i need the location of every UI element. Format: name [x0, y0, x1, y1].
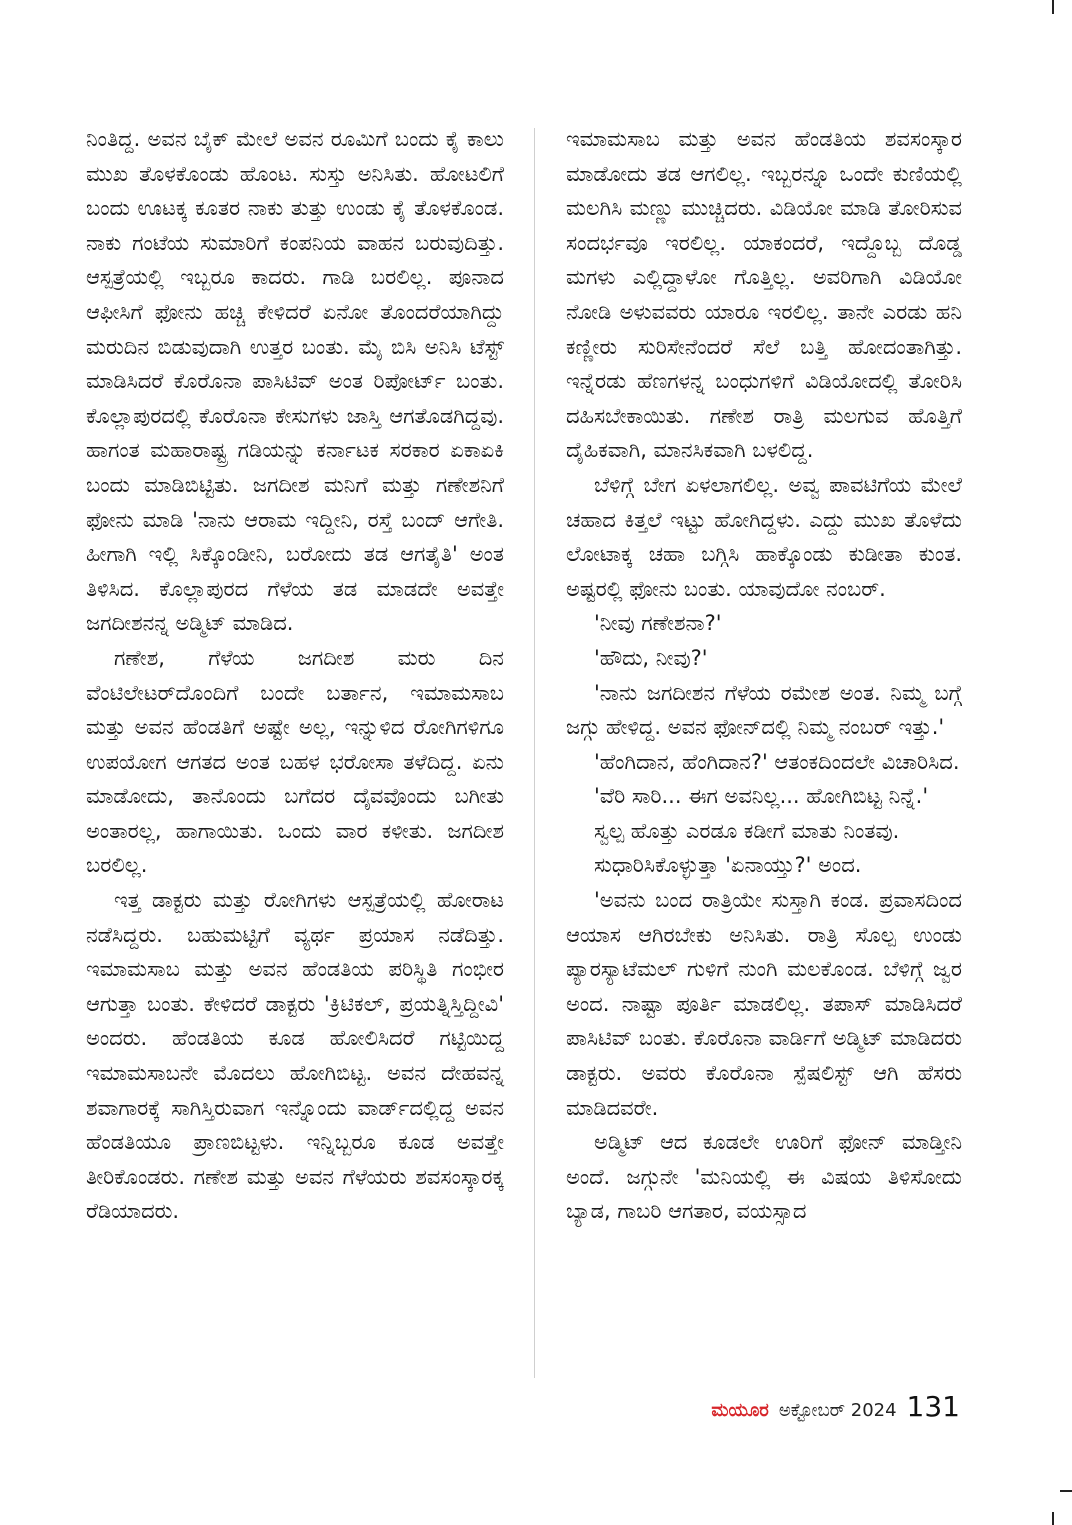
- left-column: [86, 122, 504, 1229]
- page-footer: [711, 1390, 960, 1423]
- paragraph: 'ನಾನು ಜಗದೀಶನ ಗೆಳೆಯ ರಮೇಶ ಅಂತ. ನಿಮ್ಮ ಬಗ್ಗೆ ಜಗ್ಗು ಹೇಳಿದ್ದ. ಅವನ ಫೋನ್‌ದಲ್ಲಿ ನಿಮ್ಮ ನಂಬರ್ ಇತ್ತು.': [566, 680, 962, 740]
- magazine-name: ಮಯೂರ: [711, 1400, 769, 1421]
- crop-mark-right: [1060, 1490, 1072, 1492]
- right-column: [566, 122, 962, 1229]
- paragraph: 'ಹೌದು, ನೀವು?': [594, 645, 708, 670]
- paragraph: 'ಅವನು ಬಂದ ರಾತ್ರಿಯೇ ಸುಸ್ತಾಗಿ ಕಂಡ. ಪ್ರವಾಸದಿಂದ ಆಯಾಸ ಆಗಿರಬೇಕು ಅನಿಸಿತು. ರಾತ್ರಿ ಸೊಲ್ಪ ಉಂಡು ಪ್ಯಾರಸ್ಯಾಟೆಮಲ್ ಗುಳಿಗೆ ನುಂಗಿ ಮಲಕೊಂಡ. ಬೆಳಿಗ್ಗೆ ಜ್ವರ ಅಂದ. ನಾಷ್ಟಾ ಪೂರ್ತಿ ಮಾಡಲಿಲ್ಲ. ತಪಾಸ್ ಮಾಡಿಸಿದರೆ ಪಾಸಿಟಿವ್ ಬಂತು. ಕೊರೊನಾ ವಾರ್ಡಿಗೆ ಅಡ್ಮಿಟ್ ಮಾಡಿದರು ಡಾಕ್ಟರು. ಅವರು ಕೊರೊನಾ ಸ್ಪೆಷಲಿಸ್ಟ್ ಆಗಿ ಹೆಸರು ಮಾಡಿದವರೇ.: [566, 888, 962, 1120]
- column-divider: [534, 128, 535, 1378]
- paragraph: ಅಡ್ಮಿಟ್ ಆದ ಕೂಡಲೇ ಊರಿಗೆ ಫೋನ್ ಮಾಡ್ತೀನಿ ಅಂದೆ. ಜಗ್ಗುನೇ 'ಮನಿಯಲ್ಲಿ ಈ ವಿಷಯ ತಿಳಿಸೋದು ಬ್ಯಾಡ, ಗಾಬರಿ ಆಗತಾರ, ವಯಸ್ಸಾದ: [566, 1130, 962, 1224]
- issue-date: ಅಕ್ಟೋಬರ್ 2024: [778, 1400, 897, 1421]
- crop-mark-bottom: [1052, 1512, 1054, 1525]
- paragraph: 'ನೀವು ಗಣೇಶನಾ?': [594, 611, 722, 636]
- page-number: 131: [906, 1390, 960, 1423]
- paragraph: ಇತ್ತ ಡಾಕ್ಟರು ಮತ್ತು ರೋಗಿಗಳು ಆಸ್ಪತ್ರೆಯಲ್ಲಿ ಹೋರಾಟ ನಡೆಸಿದ್ದರು. ಬಹುಮಟ್ಟಿಗೆ ವ್ಯರ್ಥ ಪ್ರಯಾಸ ನಡೆದಿತ್ತು. ಇಮಾಮಸಾಬ ಮತ್ತು ಅವನ ಹೆಂಡತಿಯ ಪರಿಸ್ಥಿತಿ ಗಂಭೀರ ಆಗುತ್ತಾ ಬಂತು. ಕೇಳಿದರೆ ಡಾಕ್ಟರು 'ಕ್ರಿಟಿಕಲ್, ಪ್ರಯತ್ನಿಸ್ತಿದ್ದೀವಿ' ಅಂದರು. ಹೆಂಡತಿಯ ಕೂಡ ಹೋಲಿಸಿದರೆ ಗಟ್ಟಿಯಿದ್ದ ಇಮಾಮಸಾಬನೇ ಮೊದಲು ಹೋಗಿಬಿಟ್ಟ. ಅವನ ದೇಹವನ್ನ ಶವಾಗಾರಕ್ಕೆ ಸಾಗಿಸ್ತಿರುವಾಗ ಇನ್ನೊಂದು ವಾರ್ಡ್‌ದಲ್ಲಿದ್ದ ಅವನ ಹೆಂಡತಿಯೂ ಪ್ರಾಣಬಿಟ್ಟಳು. ಇನ್ನಿಬ್ಬರೂ ಕೂಡ ಅವತ್ತೇ ತೀರಿಕೊಂಡರು. ಗಣೇಶ ಮತ್ತು ಅವನ ಗೆಳೆಯರು ಶವಸಂಸ್ಕಾರಕ್ಕ ರೆಡಿಯಾದರು.: [86, 888, 504, 1224]
- crop-mark-top: [1052, 0, 1054, 14]
- paragraph: ಗಣೇಶ, ಗೆಳೆಯ ಜಗದೀಶ ಮರು ದಿನ ವೆಂಟಿಲೇಟರ್‌ದೊಂದಿಗೆ ಬಂದೇ ಬರ್ತಾನ, ಇಮಾಮಸಾಬ ಮತ್ತು ಅವನ ಹೆಂಡತಿಗೆ ಅಷ್ಟೇ ಅಲ್ಲ, ಇನ್ನುಳಿದ ರೋಗಿಗಳಿಗೂ ಉಪಯೋಗ ಆಗತದ ಅಂತ ಬಹಳ ಭರೋಸಾ ತಳೆದಿದ್ದ. ಏನು ಮಾಡೋದು, ತಾನೊಂದು ಬಗೆದರ ದೈವವೊಂದು ಬಗೀತು ಅಂತಾರಲ್ಲ, ಹಾಗಾಯಿತು. ಒಂದು ವಾರ ಕಳೀತು. ಜಗದೀಶ ಬರಲಿಲ್ಲ.: [86, 645, 504, 878]
- paragraph: 'ಹೆಂಗಿದಾನ, ಹೆಂಗಿದಾನ?' ಆತಂಕದಿಂದಲೇ ವಿಚಾರಿಸಿದ.: [594, 749, 960, 774]
- paragraph: ಬೆಳಿಗ್ಗೆ ಬೇಗ ಏಳಲಾಗಲಿಲ್ಲ. ಅವ್ವ ಪಾವಟಿಗೆಯ ಮೇಲೆ ಚಹಾದ ಕಿತ್ತಲೆ ಇಟ್ಟು ಹೋಗಿದ್ದಳು. ಎದ್ದು ಮುಖ ತೊಳೆದು ಲೋಟಾಕ್ಕ ಚಹಾ ಬಗ್ಗಿಸಿ ಹಾಕ್ಕೊಂಡು ಕುಡೀತಾ ಕುಂತ. ಅಷ್ಟರಲ್ಲಿ ಫೋನು ಬಂತು. ಯಾವುದೋ ನಂಬರ್.: [566, 472, 962, 601]
- paragraph: ಸ್ವಲ್ಪ ಹೊತ್ತು ಎರಡೂ ಕಡೀಗೆ ಮಾತು ನಿಂತವು.: [594, 818, 900, 843]
- paragraph: ನಿಂತಿದ್ದ. ಅವನ ಬೈಕ್ ಮೇಲೆ ಅವನ ರೂಮಿಗೆ ಬಂದು ಕೈ ಕಾಲು ಮುಖ ತೊಳಕೊಂಡು ಹೊಂಟ. ಸುಸ್ತು ಅನಿಸಿತು. ಹೋಟಲಿಗೆ ಬಂದು ಊಟಕ್ಕ ಕೂತರ ನಾಕು ತುತ್ತು ಉಂಡು ಕೈ ತೊಳಕೊಂಡ. ನಾಕು ಗಂಟೆಯ ಸುಮಾರಿಗೆ ಕಂಪನಿಯ ವಾಹನ ಬರುವುದಿತ್ತು. ಆಸ್ಪತ್ರೆಯಲ್ಲಿ ಇಬ್ಬರೂ ಕಾದರು. ಗಾಡಿ ಬರಲಿಲ್ಲ. ಪೂನಾದ ಆಫೀಸಿಗೆ ಫೋನು ಹಚ್ಚಿ ಕೇಳಿದರೆ ಏನೋ ತೊಂದರೆಯಾಗಿದ್ದು ಮರುದಿನ ಬಿಡುವುದಾಗಿ ಉತ್ತರ ಬಂತು. ಮೈ ಬಿಸಿ ಅನಿಸಿ ಟೆಸ್ಟ್ ಮಾಡಿಸಿದರೆ ಕೊರೊನಾ ಪಾಸಿಟಿವ್ ಅಂತ ರಿಪೋರ್ಟ್ ಬಂತು. ಕೊಲ್ಲಾಪುರದಲ್ಲಿ ಕೊರೊನಾ ಕೇಸುಗಳು ಜಾಸ್ತಿ ಆಗತೊಡಗಿದ್ದವು. ಹಾಗಂತ ಮಹಾರಾಷ್ಟ್ರ ಗಡಿಯನ್ನು ಕರ್ನಾಟಕ ಸರಕಾರ ಏಕಾಏಕಿ ಬಂದು ಮಾಡಿಬಿಟ್ಟಿತು. ಜಗದೀಶ ಮನಿಗೆ ಮತ್ತು ಗಣೇಶನಿಗೆ ಫೋನು ಮಾಡಿ 'ನಾನು ಆರಾಮ ಇದ್ದೀನಿ, ರಸ್ತೆ ಬಂದ್ ಆಗೇತಿ. ಹೀಗಾಗಿ ಇಲ್ಲಿ ಸಿಕ್ಕೊಂಡೀನಿ, ಬರೋದು ತಡ ಆಗತೈತಿ' ಅಂತ ತಿಳಿಸಿದ. ಕೊಲ್ಲಾಪುರದ ಗೆಳೆಯ ತಡ ಮಾಡದೇ ಅವತ್ತೇ ಜಗದೀಶನನ್ನ ಅಡ್ಮಿಟ್ ಮಾಡಿದ.: [86, 127, 504, 636]
- paragraph: ಇಮಾಮಸಾಬ ಮತ್ತು ಅವನ ಹೆಂಡತಿಯ ಶವಸಂಸ್ಕಾರ ಮಾಡೋದು ತಡ ಆಗಲಿಲ್ಲ. ಇಬ್ಬರನ್ನೂ ಒಂದೇ ಕುಣಿಯಲ್ಲಿ ಮಲಗಿಸಿ ಮಣ್ಣು ಮುಚ್ಚಿದರು. ವಿಡಿಯೋ ಮಾಡಿ ತೋರಿಸುವ ಸಂದರ್ಭವೂ ಇರಲಿಲ್ಲ. ಯಾಕಂದರೆ, ಇದ್ದೊಬ್ಬ ದೊಡ್ಡ ಮಗಳು ಎಲ್ಲಿದ್ದಾಳೋ ಗೊತ್ತಿಲ್ಲ. ಅವರಿಗಾಗಿ ವಿಡಿಯೋ ನೋಡಿ ಅಳುವವರು ಯಾರೂ ಇರಲಿಲ್ಲ. ತಾನೇ ಎರಡು ಹನಿ ಕಣ್ಣೀರು ಸುರಿಸೇನೆಂದರೆ ಸೆಲೆ ಬತ್ತಿ ಹೋದಂತಾಗಿತ್ತು. ಇನ್ನೆರಡು ಹೆಣಗಳನ್ನ ಬಂಧುಗಳಿಗೆ ವಿಡಿಯೋದಲ್ಲಿ ತೋರಿಸಿ ದಹಿಸಬೇಕಾಯಿತು. ಗಣೇಶ ರಾತ್ರಿ ಮಲಗುವ ಹೊತ್ತಿಗೆ ದೈಹಿಕವಾಗಿ, ಮಾನಸಿಕವಾಗಿ ಬಳಲಿದ್ದ.: [566, 127, 962, 463]
- paragraph: 'ವೆರಿ ಸಾರಿ... ಈಗ ಅವನಿಲ್ಲ... ಹೋಗಿಬಿಟ್ಟ ನಿನ್ನೆ.': [594, 784, 929, 809]
- paragraph: ಸುಧಾರಿಸಿಕೊಳ್ಳುತ್ತಾ 'ಏನಾಯ್ತು?' ಅಂದ.: [594, 853, 862, 878]
